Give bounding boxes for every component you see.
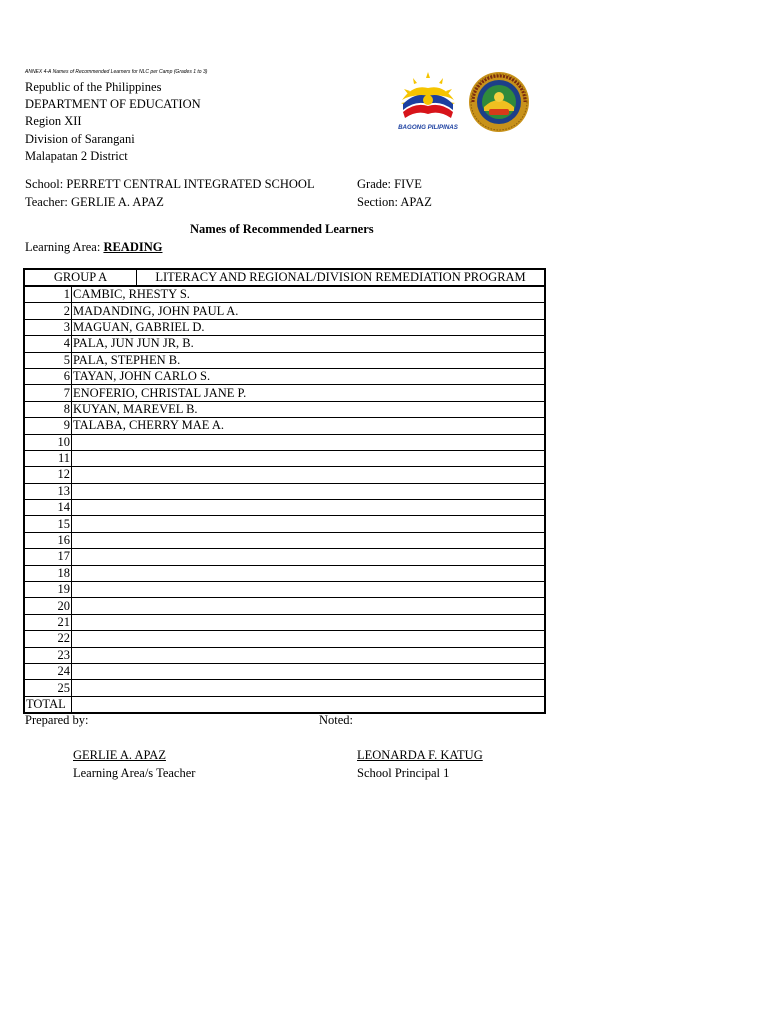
table-row bbox=[24, 631, 545, 647]
row-number: 23 bbox=[24, 647, 72, 663]
learner-name bbox=[72, 516, 546, 532]
learning-area-label: Learning Area: bbox=[25, 240, 101, 254]
table-header-cells bbox=[24, 269, 545, 286]
table-row bbox=[24, 565, 545, 581]
teacher-field: Teacher: GERLIE A. APAZ bbox=[25, 195, 164, 209]
row-number: 8 bbox=[24, 401, 72, 417]
noted-name: LEONARDA F. KATUG bbox=[357, 748, 483, 762]
annex-note: ANNEX 4-A Names of Recommended Learners for NLC per Camp (Grades 1 to 3) bbox=[25, 69, 208, 75]
learner-name bbox=[72, 565, 546, 581]
learner-name bbox=[72, 663, 546, 679]
total-label: TOTAL bbox=[24, 696, 72, 713]
learner-name bbox=[72, 450, 546, 466]
table-header-row bbox=[24, 269, 545, 286]
learner-name bbox=[72, 647, 546, 663]
table-row bbox=[24, 663, 545, 679]
row-number: 13 bbox=[24, 483, 72, 499]
program-header: LITERACY AND REGIONAL/DIVISION REMEDIATION PROGRAM bbox=[155, 270, 526, 284]
learner-name: CAMBIC, RHESTY S. bbox=[72, 286, 546, 303]
row-number: 17 bbox=[24, 549, 72, 565]
row-number: 7 bbox=[24, 385, 72, 401]
table-row bbox=[24, 647, 545, 663]
header-republic: Republic of the Philippines bbox=[25, 80, 162, 94]
row-number: 4 bbox=[24, 336, 72, 352]
row-number: 1 bbox=[24, 286, 72, 303]
document-title: Names of Recommended Learners bbox=[190, 222, 374, 236]
row-number: 6 bbox=[24, 368, 72, 384]
row-number: 18 bbox=[24, 565, 72, 581]
row-number: 20 bbox=[24, 598, 72, 614]
group-header: GROUP A bbox=[25, 270, 137, 285]
prepared-title: Learning Area/s Teacher bbox=[73, 766, 196, 780]
table-row bbox=[24, 319, 545, 335]
learner-name bbox=[72, 680, 546, 696]
row-number: 16 bbox=[24, 532, 72, 548]
deped-division-seal-icon bbox=[467, 71, 531, 133]
learner-name bbox=[72, 500, 546, 516]
table-row bbox=[24, 352, 545, 368]
row-number: 11 bbox=[24, 450, 72, 466]
row-number: 21 bbox=[24, 614, 72, 630]
total-row bbox=[24, 696, 545, 713]
learner-name bbox=[72, 532, 546, 548]
table-row bbox=[24, 336, 545, 352]
learner-name bbox=[72, 434, 546, 450]
table-row bbox=[24, 582, 545, 598]
table-row bbox=[24, 418, 545, 434]
learner-name: MAGUAN, GABRIEL D. bbox=[72, 319, 546, 335]
header-region: Region XII bbox=[25, 114, 82, 128]
learner-name: ENOFERIO, CHRISTAL JANE P. bbox=[72, 385, 546, 401]
learning-area-value: READING bbox=[103, 240, 163, 254]
learner-name bbox=[72, 598, 546, 614]
bagong-pilipinas-logo bbox=[393, 70, 463, 132]
table-row bbox=[24, 516, 545, 532]
table-row bbox=[24, 434, 545, 450]
learner-name bbox=[72, 467, 546, 483]
learner-name: TALABA, CHERRY MAE A. bbox=[72, 418, 546, 434]
table-row bbox=[24, 483, 545, 499]
row-number: 22 bbox=[24, 631, 72, 647]
table-row bbox=[24, 286, 545, 303]
noted-label: Noted: bbox=[319, 713, 354, 727]
row-number: 12 bbox=[24, 467, 72, 483]
table-row bbox=[24, 401, 545, 417]
learner-name bbox=[72, 631, 546, 647]
learner-name: KUYAN, MAREVEL B. bbox=[72, 401, 546, 417]
header-department: DEPARTMENT OF EDUCATION bbox=[25, 97, 201, 111]
learner-name bbox=[72, 549, 546, 565]
noted-title: School Principal 1 bbox=[357, 766, 450, 780]
table-row bbox=[24, 385, 545, 401]
table-row bbox=[24, 303, 545, 319]
table-row bbox=[24, 680, 545, 696]
learning-area bbox=[25, 240, 162, 255]
learners-table bbox=[23, 268, 546, 714]
learner-name: PALA, JUN JUN JR, B. bbox=[72, 336, 546, 352]
row-number: 24 bbox=[24, 663, 72, 679]
section-field: Section: APAZ bbox=[357, 195, 432, 209]
total-value bbox=[72, 696, 546, 713]
bagong-pilipinas-text: BAGONG PILIPINAS bbox=[398, 124, 458, 131]
table-row bbox=[24, 450, 545, 466]
row-number: 25 bbox=[24, 680, 72, 696]
row-number: 14 bbox=[24, 500, 72, 516]
grade-field: Grade: FIVE bbox=[357, 177, 422, 191]
row-number: 2 bbox=[24, 303, 72, 319]
row-number: 3 bbox=[24, 319, 72, 335]
table-row bbox=[24, 532, 545, 548]
row-number: 5 bbox=[24, 352, 72, 368]
learner-name: TAYAN, JOHN CARLO S. bbox=[72, 368, 546, 384]
table-row bbox=[24, 614, 545, 630]
table-row bbox=[24, 598, 545, 614]
prepared-by-label: Prepared by: bbox=[25, 713, 89, 727]
learner-name bbox=[72, 614, 546, 630]
learner-name: PALA, STEPHEN B. bbox=[72, 352, 546, 368]
row-number: 19 bbox=[24, 582, 72, 598]
table-row bbox=[24, 467, 545, 483]
school-field: School: PERRETT CENTRAL INTEGRATED SCHOOL bbox=[25, 177, 315, 191]
table-row bbox=[24, 500, 545, 516]
learner-name bbox=[72, 582, 546, 598]
row-number: 15 bbox=[24, 516, 72, 532]
prepared-name: GERLIE A. APAZ bbox=[73, 748, 166, 762]
header-division: Division of Sarangani bbox=[25, 132, 135, 146]
table-row bbox=[24, 368, 545, 384]
header-district: Malapatan 2 District bbox=[25, 149, 128, 163]
table-row bbox=[24, 549, 545, 565]
row-number: 9 bbox=[24, 418, 72, 434]
row-number: 10 bbox=[24, 434, 72, 450]
learner-name: MADANDING, JOHN PAUL A. bbox=[72, 303, 546, 319]
learner-name bbox=[72, 483, 546, 499]
